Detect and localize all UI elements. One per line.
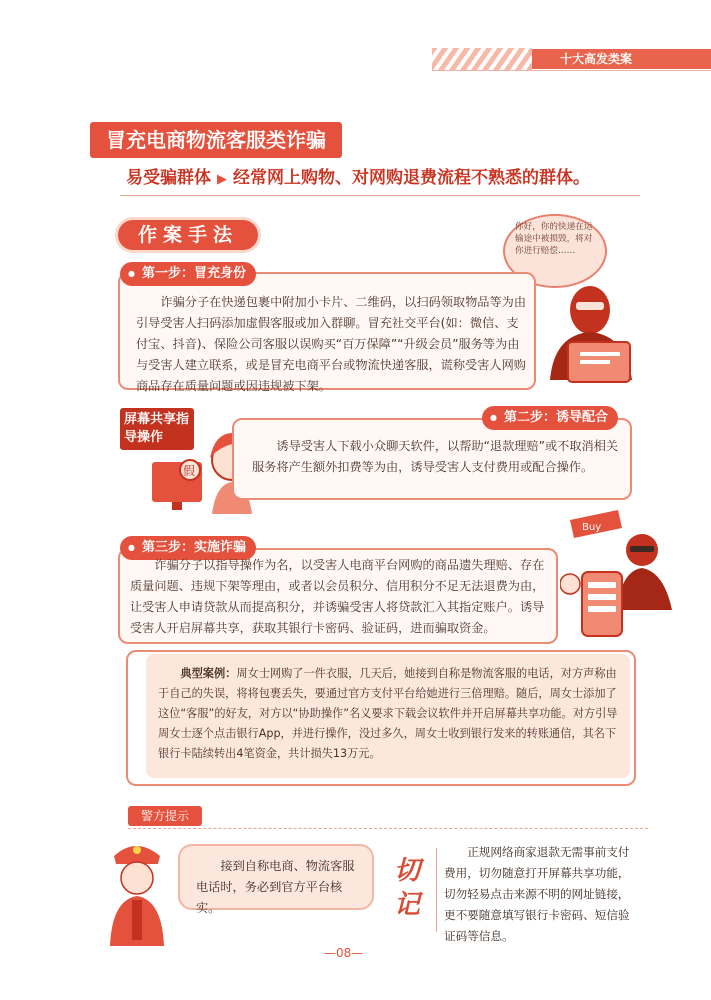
vulnerable-group-label: 易受骗群体: [126, 168, 211, 188]
step1-text: 诈骗分子在快递包裹中附加小卡片、二维码，以扫码领取物品等为由引导受害人扫码添加虚假客服或加入群聊。冒充社交平台(如：微信、支付宝、抖音)、保险公司客服以误购买“百万保障”“升级会员”服务等为由与受害人建立联系，或是冒充电商平台或物流快递客服，谎称受害人网购商品存在质量问题或因违规被下架。: [136, 295, 527, 393]
gift-label: Buy: [582, 522, 602, 533]
case-label: 典型案例：: [180, 667, 237, 680]
police-tip-rule: [128, 828, 648, 829]
remember-text: 正规网络商家退款无需事前支付费用，切勿随意打开屏幕共享功能，切勿轻易点击来源不明的网址链接，更不要随意填写银行卡密码、短信验证码等信息。: [444, 845, 630, 943]
step1-label: ● 第一步：冒充身份: [120, 262, 256, 286]
method-heading: 作案手法: [118, 220, 258, 250]
section-tag: 十大高发类案: [532, 49, 711, 69]
scammer-phone-illustration: [560, 510, 680, 650]
page-number: —08—: [324, 946, 364, 960]
step3-label: ● 第三步：实施诈骗: [120, 536, 256, 560]
police-tip-tag: 警方提示: [128, 806, 202, 826]
step2-text: 诱导受害人下载小众聊天软件，以帮助“退款理赔”或不取消相关服务将产生额外扣费等为由，诱导受害人支付费用或配合操作。: [252, 439, 619, 474]
subtitle-underline: [120, 195, 640, 196]
header-stripes: [432, 48, 532, 70]
page-title: 冒充电商物流客服类诈骗: [90, 122, 342, 158]
step3-text: 诈骗分子以指导操作为名，以受害人电商平台网购的商品遗失理赔、存在质量问题、违规下架等理由，或者以会员积分、信用积分不足无法退费为由，让受害人申请贷款从而提高积分，并诱骗受害人将贷款汇入其指定账户。诱导受害人开启屏幕共享，获取其银行卡密码、验证码，进而骗取资金。: [130, 558, 545, 635]
screen-share-label: 屏幕共享指导操作: [120, 408, 194, 450]
fake-badge-text: 假: [183, 464, 196, 478]
speech-bubble-text: 你好，你的快递在运输途中被损毁，将对你进行赔偿……: [515, 222, 593, 256]
vulnerable-group: [126, 163, 590, 188]
triangle-arrow-icon: ▶: [217, 172, 227, 187]
remember-divider: [436, 848, 437, 932]
header-rule: [432, 70, 711, 71]
case-text: [158, 664, 620, 764]
step2-label: ● 第二步：诱导配合: [482, 406, 618, 430]
case-body: 周女士网购了一件衣服，几天后，她接到自称是物流客服的电话，对方声称由于自己的失误，将将包裹丢失，要通过官方支付平台给她进行三倍理赔。随后，周女士添加了这位“客服”的好友，对方以“协助操作”名义要求下载会议软件并开启屏幕共享功能。对方引导周女士逐个点击银行App，并进行操作，没过多久，周女士收到银行发来的转账通信，其名下银行卡陆续转出4笔资金，共计损失13万元。: [158, 667, 618, 760]
remember-heading: 切记: [394, 856, 421, 920]
reminder-text: 接到自称电商、物流客服电话时，务必到官方平台核实。: [196, 859, 355, 915]
hacker-illustration: [540, 280, 644, 390]
vulnerable-group-text: 经常网上购物、对网购退费流程不熟悉的群体。: [233, 168, 590, 188]
police-officer-illustration: [100, 834, 172, 950]
